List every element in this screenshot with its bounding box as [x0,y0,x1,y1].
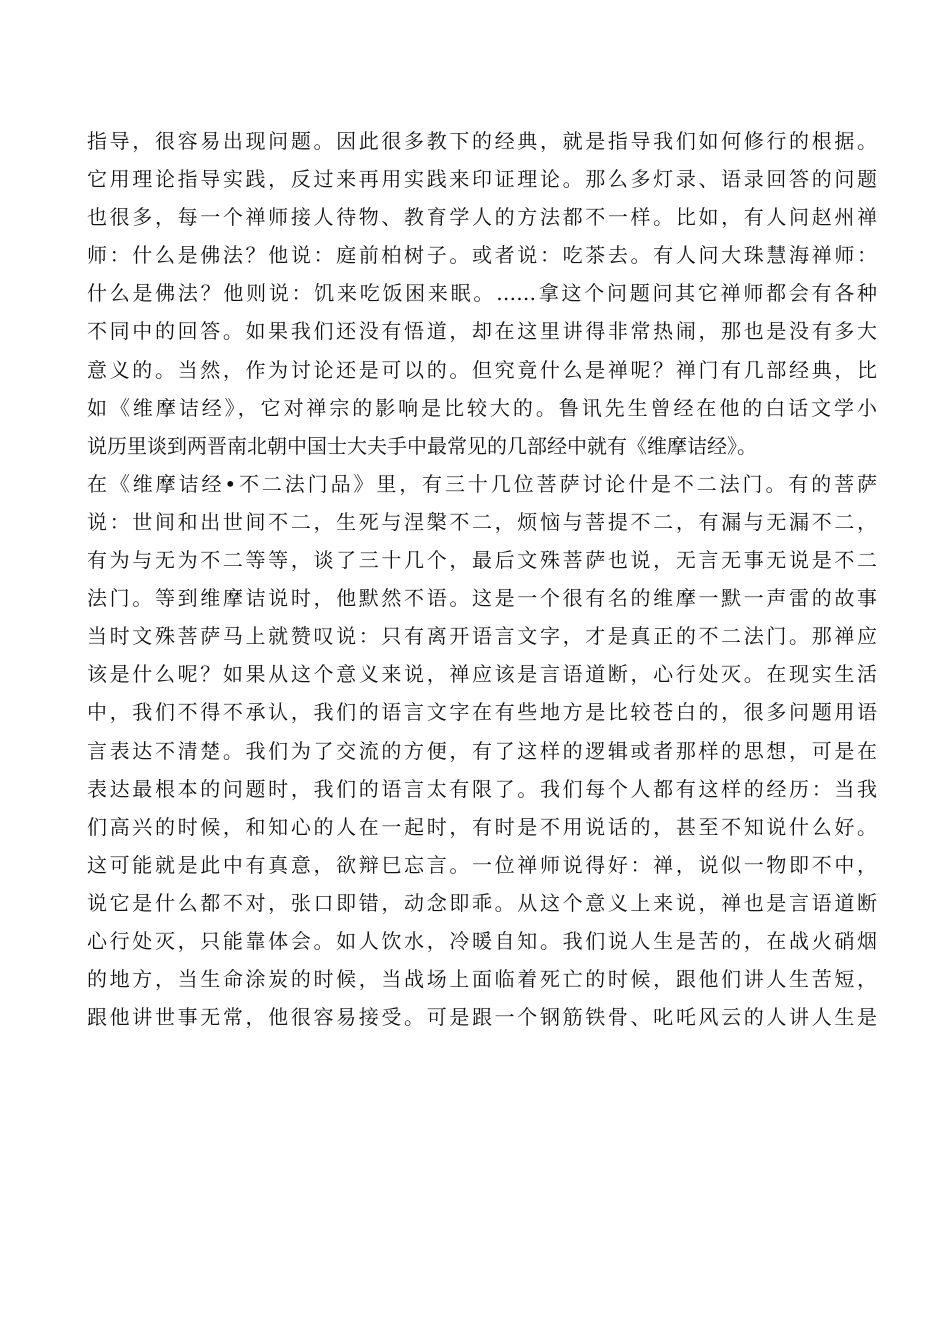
text-line: 说它是什么都不对，张口即错，动念即乖。从这个意义上来说，禅也是言语道断 [87,890,877,915]
text-line: 当时文殊菩萨马上就赞叹说：只有离开语言文字，才是真正的不二法门。那禅应 [87,624,877,649]
text-line: 有为与无为不二等等，谈了三十几个，最后文殊菩萨也说，无言无事无说是不二 [87,548,877,573]
text-line: 心行处灭，只能靠体会。如人饮水，冷暖自知。我们说人生是苦的，在战火硝烟 [87,928,877,953]
body-text [87,122,877,1036]
text-line: 这可能就是此中有真意，欲辩巳忘言。一位禅师说得好：禅，说似一物即不中， [87,852,877,877]
text-line: 跟他讲世事无常，他很容易接受。可是跟一个钢筋铁骨、叱吒风云的人讲人生是 [87,1005,877,1030]
text-line: 师：什么是佛法？他说：庭前柏树子。或者说：吃茶去。有人问大珠慧海禅师： [87,243,877,268]
text-line: 不同中的回答。如果我们还没有悟道，却在这里讲得非常热闹，那也是没有多大 [87,319,877,344]
text-line: 们高兴的时候，和知心的人在一起时，有时是不用说话的，甚至不知说什么好。 [87,814,877,839]
text-line: 的地方，当生命涂炭的时候，当战场上面临着死亡的时候，跟他们讲人生苦短， [87,967,877,992]
text-line: 指导，很容易出现问题。因此很多教下的经典，就是指导我们如何修行的根据。 [87,129,877,153]
text-line: 意义的。当然，作为讨论还是可以的。但究竟什么是禅呢？禅门有几部经典，比 [87,357,877,382]
text-line: 说：世间和出世间不二，生死与涅槃不二，烦恼与菩提不二，有漏与无漏不二， [87,509,877,534]
text-line: 说历里谈到两晋南北朝中国士大夫手中最常见的几部经中就有《维摩诘经》。 [87,433,757,458]
text-line: 言表达不清楚。我们为了交流的方便，有了这样的逻辑或者那样的思想，可是在 [87,738,877,763]
text-line: 它用理论指导实践，反过来再用实践来印证理论。那么多灯录、语录回答的问题 [87,167,877,192]
text-line: 法门。等到维摩诘说时，他默然不语。这是一个很有名的维摩一默一声雷的故事 [87,586,877,611]
text-line: 什么是佛法？他则说：饥来吃饭困来眠。……拿这个问题问其它禅师都会有各种 [87,281,877,306]
text-line: 在《维摩诘经•不二法门品》里，有三十几位菩萨讨论什是不二法门。有的菩萨 [87,471,877,496]
text-line: 也很多，每一个禅师接人待物、教育学人的方法都不一样。比如，有人问赵州禅 [87,205,877,230]
text-line: 表达最根本的问题时，我们的语言太有限了。我们每个人都有这样的经历：当我 [87,776,877,801]
text-line: 该是什么呢？如果从这个意义来说，禅应该是言语道断，心行处灭。在现实生活 [87,662,877,687]
text-line: 如《维摩诘经》，它对禅宗的影响是比较大的。鲁讯先生曾经在他的白话文学小 [87,395,877,420]
text-line: 中，我们不得不承认，我们的语言文字在有些地方是比较苍白的，很多问题用语 [87,700,877,725]
